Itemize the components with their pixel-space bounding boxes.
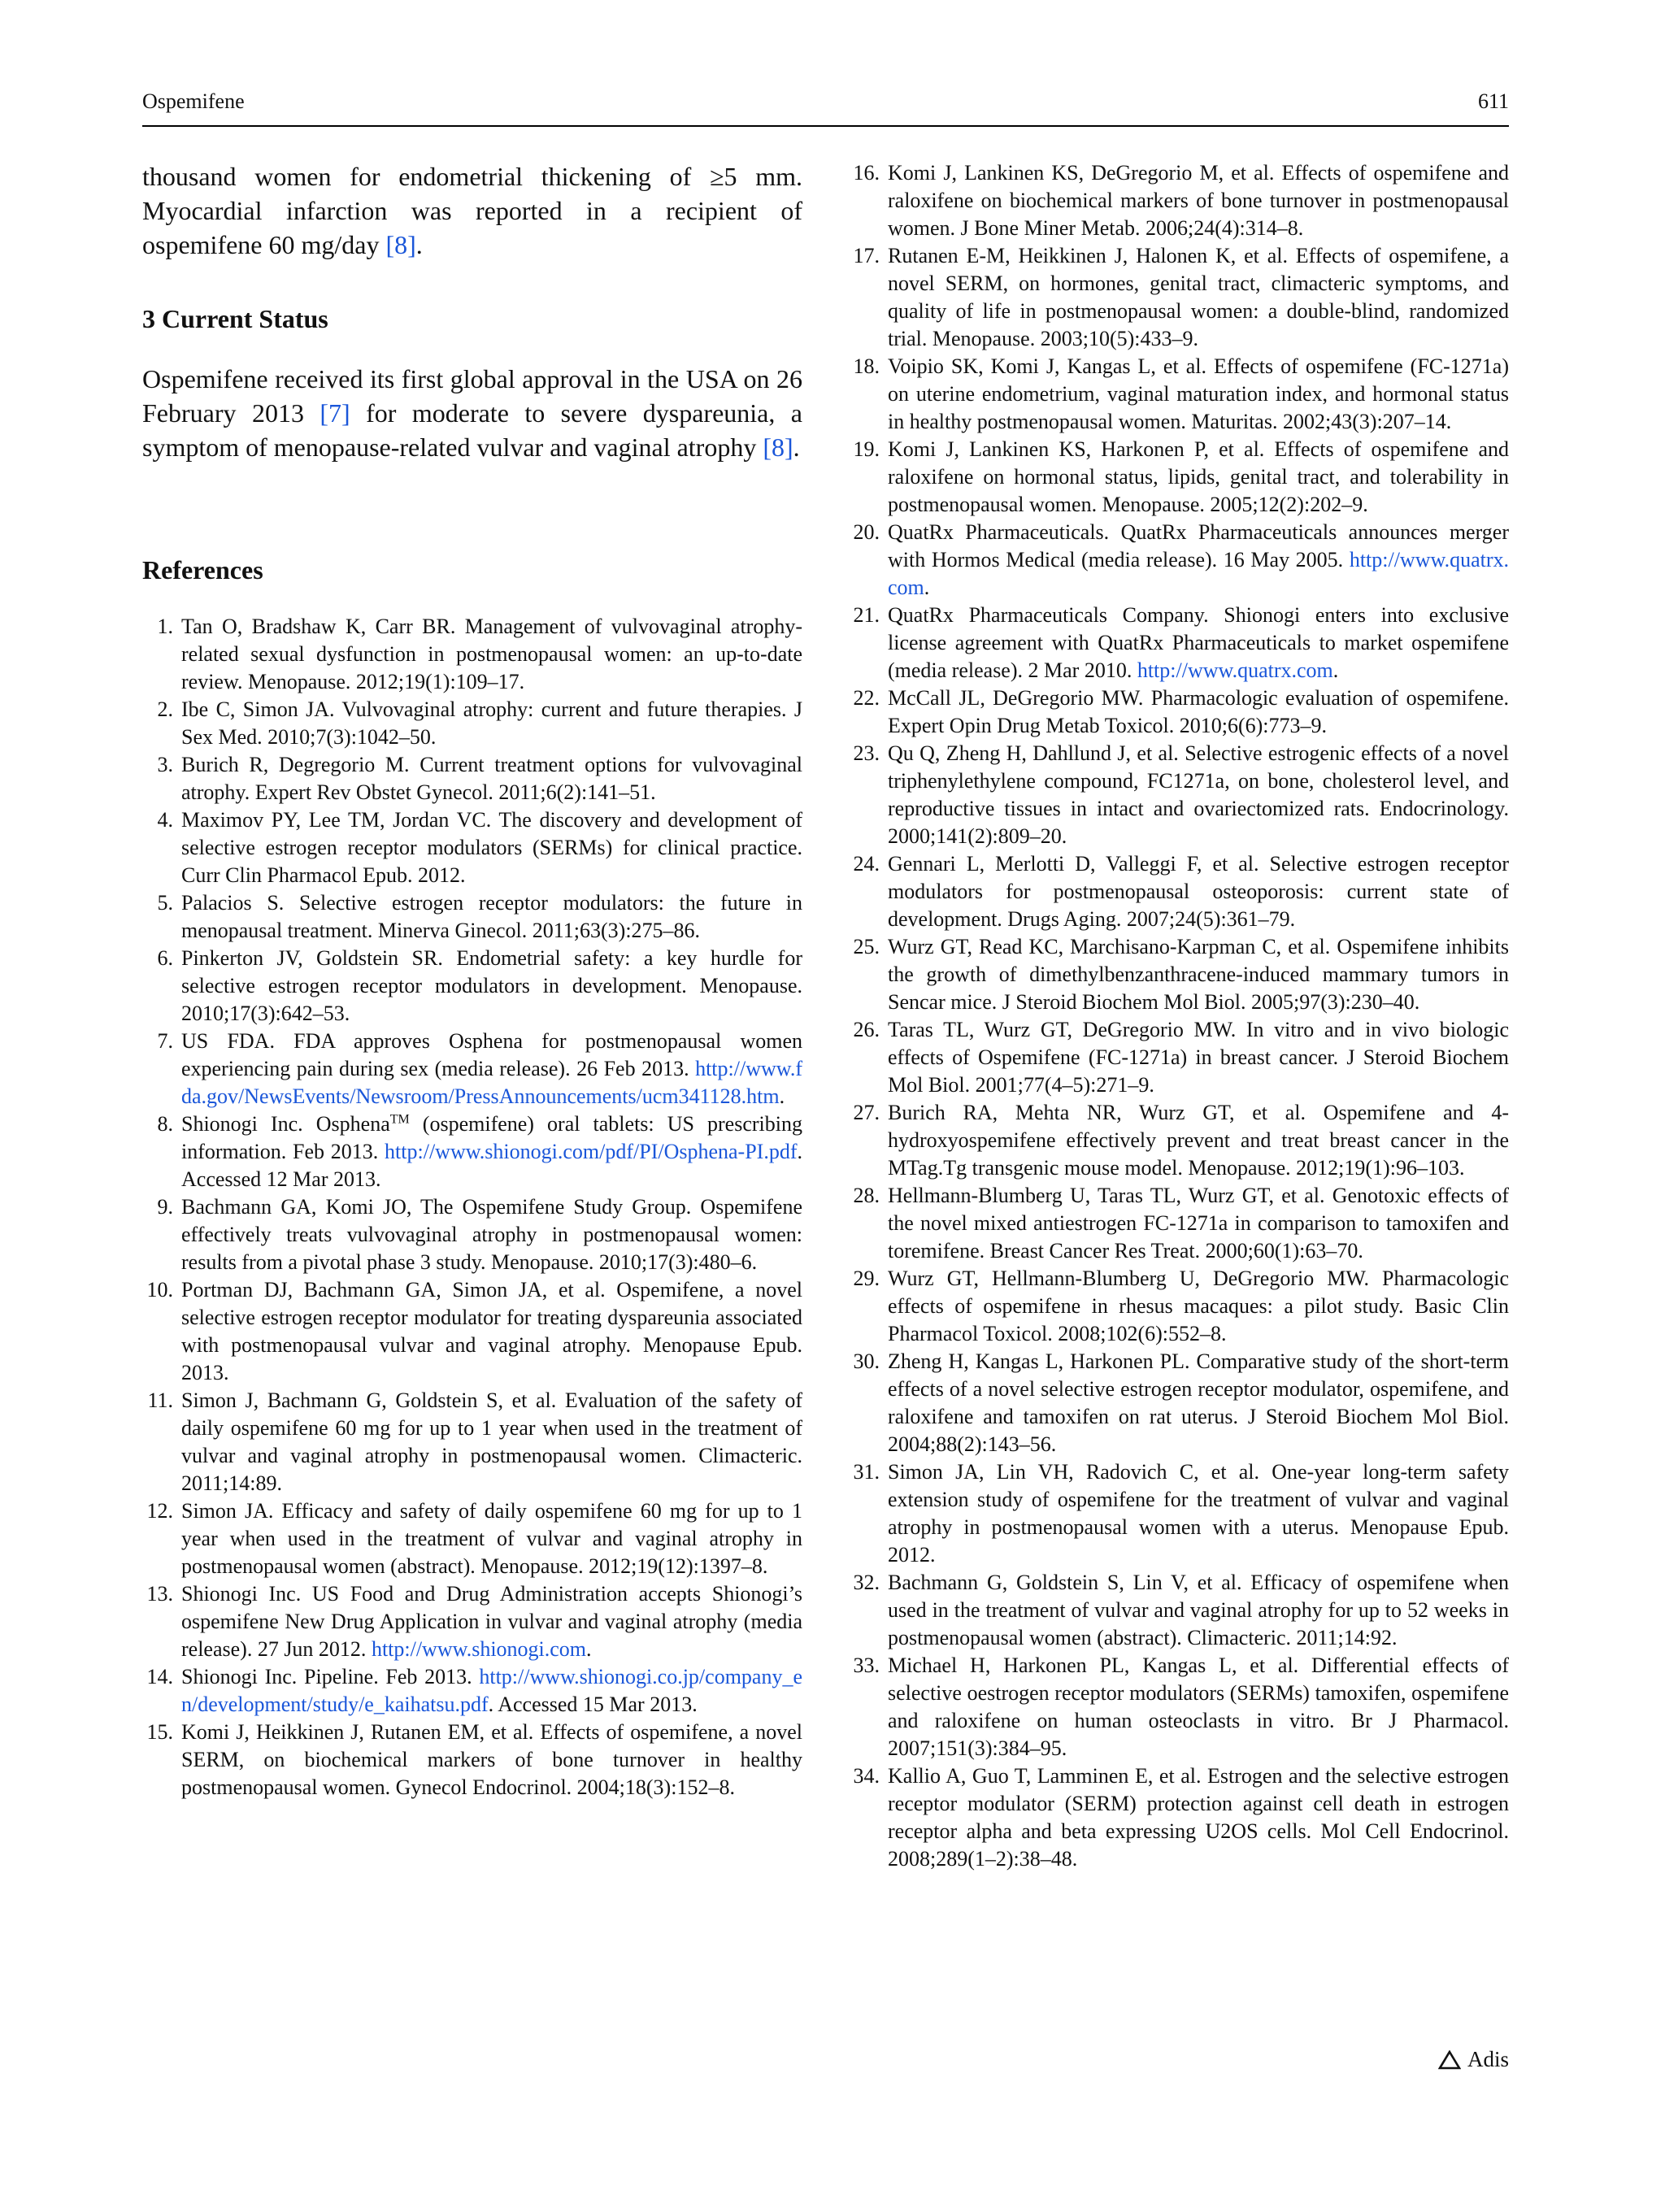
reference-item	[142, 806, 802, 889]
reference-number: 26.	[853, 1018, 880, 1041]
reference-item	[142, 696, 802, 751]
reference-item	[849, 1348, 1509, 1458]
publisher-brand: Adis	[1467, 2047, 1509, 2071]
reference-number: 22.	[853, 686, 880, 710]
reference-text: US FDA. FDA approves Osphena for postmenopausal women experiencing pain during sex (media release). 26 Feb 2013.	[181, 1029, 802, 1080]
reference-item	[142, 889, 802, 945]
reference-item	[142, 945, 802, 1028]
reference-item: 8. Shionogi Inc. Osphena™ (ospemifene) oral tablets: US prescribing information. Feb 2013. http://www.shionogi.com/pdf/PI/Osphena-PI.pdf. Accessed 12 Mar 2013.	[142, 1110, 802, 1193]
reference-text: Michael H, Harkonen PL, Kangas L, et al. Differential effects of selective oestrogen receptor modulators (SERMs) tamoxifen, ospemifene and raloxifene on human osteoclasts in vitro. Br J Pharmacol. 2007;151(3):384–95.	[888, 1654, 1509, 1760]
reference-url-link[interactable]: http://www.shionogi.com/pdf/PI/Osphena-PI.pdf	[385, 1140, 798, 1163]
running-title: Ospemifene	[142, 89, 245, 113]
reference-item: 20. QuatRx Pharmaceuticals. QuatRx Pharmaceuticals announces merger with Hormos Medical (media release). 16 May 2005. http://www.quatrx.com.	[849, 519, 1509, 602]
reference-number: 2.	[157, 697, 173, 721]
reference-number: 10.	[146, 1278, 173, 1302]
right-column	[849, 159, 1509, 1873]
citation-link[interactable]: [8]	[385, 230, 416, 259]
citation-link[interactable]: [8]	[763, 432, 793, 462]
reference-item	[849, 740, 1509, 850]
reference-number: 31.	[853, 1460, 880, 1484]
citation-link[interactable]: [7]	[320, 398, 350, 428]
references-list-right	[849, 159, 1509, 1873]
reference-item	[849, 684, 1509, 740]
reference-item	[849, 1569, 1509, 1652]
reference-item	[849, 242, 1509, 353]
reference-item	[849, 850, 1509, 933]
reference-text: Gennari L, Merlotti D, Valleggi F, et al. Selective estrogen receptor modulators for postmenopausal osteoporosis: current state of development. Drugs Aging. 2007;24(5):361–79.	[888, 852, 1509, 931]
reference-item	[849, 1182, 1509, 1265]
reference-item: 14. Shionogi Inc. Pipeline. Feb 2013. http://www.shionogi.co.jp/company_en/development/study/e_kaihatsu.pdf. Accessed 15 Mar 2013.	[142, 1663, 802, 1719]
reference-text: Zheng H, Kangas L, Harkonen PL. Comparative study of the short-term effects of a novel selective estrogen receptor modulator, ospemifene, and raloxifene and tamoxifen on rat uterus. J Steroid Biochem Mol Biol. 2004;88(2):143–56.	[888, 1349, 1509, 1456]
reference-number: 6.	[157, 946, 173, 970]
reference-url-link[interactable]: http://www.quatrx.com	[888, 548, 1509, 599]
references-list-left	[142, 613, 802, 1801]
reference-text: Burich RA, Mehta NR, Wurz GT, et al. Ospemifene and 4-hydroxyospemifene effectively prevent and treat breast cancer in the MTag.Tg transgenic mouse model. Menopause. 2012;19(1):96–103.	[888, 1101, 1509, 1180]
left-column	[142, 159, 802, 1801]
intro-paragraph: thousand women for endometrial thickening of ≥5 mm. Myocardial infarction was reported in a recipient of ospemifene 60 mg/day [8].	[142, 162, 802, 259]
reference-number: 8.	[157, 1112, 173, 1136]
reference-number: 34.	[853, 1764, 880, 1788]
reference-item: 13. Shionogi Inc. US Food and Drug Administration accepts Shionogi’s ospemifene New Drug Application in vulvar and vaginal atrophy (media release). 27 Jun 2012. http://www.shionogi.com.	[142, 1580, 802, 1663]
reference-item	[142, 1387, 802, 1497]
reference-text: Portman DJ, Bachmann GA, Simon JA, et al. Ospemifene, a novel selective estrogen receptor modulator for treating dyspareunia associated with postmenopausal vulvar and vaginal atrophy. Menopause Epub. 2013.	[181, 1278, 802, 1384]
reference-item	[849, 1652, 1509, 1762]
reference-item	[142, 613, 802, 696]
reference-url-link[interactable]: http://www.shionogi.co.jp/company_en/development/study/e_kaihatsu.pdf	[181, 1665, 802, 1716]
reference-text: Simon J, Bachmann G, Goldstein S, et al. Evaluation of the safety of daily ospemifene 60 mg for up to 1 year when used in the treatment of vulvar and vaginal atrophy in postmenopausal women. Climacteric. 2011;14:89.	[181, 1388, 802, 1495]
reference-text: Bachmann GA, Komi JO, The Ospemifene Study Group. Ospemifene effectively treats vulvovaginal atrophy in postmenopausal women: results from a pivotal phase 3 study. Menopause. 2010;17(3):480–6.	[181, 1195, 802, 1274]
reference-item	[849, 1458, 1509, 1569]
reference-text: Tan O, Bradshaw K, Carr BR. Management of vulvovaginal atrophy-related sexual dysfunction in postmenopausal women: an up-to-date review. Menopause. 2012;19(1):109–17.	[181, 615, 802, 693]
reference-url-link[interactable]: http://www.shionogi.com	[371, 1637, 587, 1661]
reference-number: 28.	[853, 1184, 880, 1207]
reference-item	[849, 1762, 1509, 1873]
reference-number: 17.	[853, 244, 880, 267]
reference-number: 15.	[146, 1720, 173, 1744]
reference-text: (ospemifene) oral tablets: US prescribing information. Feb 2013.	[181, 1112, 802, 1163]
reference-url-link[interactable]: http://www.quatrx.com	[1137, 658, 1333, 682]
reference-number: 14.	[146, 1665, 173, 1688]
reference-text: Maximov PY, Lee TM, Jordan VC. The discovery and development of selective estrogen receptor modulators (SERMs) for clinical practice. Curr Clin Pharmacol Epub. 2012.	[181, 808, 802, 887]
reference-text: McCall JL, DeGregorio MW. Pharmacologic evaluation of ospemifene. Expert Opin Drug Metab Toxicol. 2010;6(6):773–9.	[888, 686, 1509, 737]
reference-number: 21.	[853, 603, 880, 627]
reference-text: Komi J, Lankinen KS, Harkonen P, et al. Effects of ospemifene and raloxifene on hormonal status, lipids, genital tract, and tolerability in postmenopausal women. Menopause. 2005;12(2):202–9.	[888, 437, 1509, 516]
reference-text: Wurz GT, Read KC, Marchisano-Karpman C, et al. Ospemifene inhibits the growth of dimethylbenzanthracene-induced mammary tumors in Sencar mice. J Steroid Biochem Mol Biol. 2005;97(3):230–40.	[888, 935, 1509, 1014]
references-heading: References	[142, 555, 263, 585]
reference-text: Bachmann G, Goldstein S, Lin V, et al. Efficacy of ospemifene when used in the treatment of vulvar and vaginal atrophy for up to 52 weeks in postmenopausal women (abstract). Climacteric. 2011;14:92.	[888, 1571, 1509, 1649]
reference-number: 29.	[853, 1267, 880, 1290]
reference-item	[849, 353, 1509, 436]
reference-item	[849, 933, 1509, 1016]
reference-number: 13.	[146, 1582, 173, 1606]
reference-text: QuatRx Pharmaceuticals. QuatRx Pharmaceuticals announces merger with Hormos Medical (media release). 16 May 2005.	[888, 520, 1509, 571]
section-heading: 3 Current Status	[142, 304, 328, 333]
reference-text: Komi J, Lankinen KS, DeGregorio M, et al. Effects of ospemifene and raloxifene on biochemical markers of bone turnover in postmenopausal women. J Bone Miner Metab. 2006;24(4):314–8.	[888, 161, 1509, 240]
reference-number: 16.	[853, 161, 880, 185]
reference-text: Voipio SK, Komi J, Kangas L, et al. Effects of ospemifene (FC-1271a) on uterine endometrium, vaginal maturation index, and hormonal status in healthy postmenopausal women. Maturitas. 2002;43(3):207–14.	[888, 354, 1509, 433]
reference-number: 3.	[157, 753, 173, 776]
reference-number: 11.	[147, 1388, 173, 1412]
adis-triangle-icon	[1438, 2050, 1461, 2070]
running-header	[142, 86, 1509, 127]
publisher-footer	[1438, 2047, 1509, 2072]
reference-item	[142, 751, 802, 806]
reference-number: 18.	[853, 354, 880, 378]
reference-text: Wurz GT, Hellmann-Blumberg U, DeGregorio MW. Pharmacologic effects of ospemifene in rhesus macaques: a pilot study. Basic Clin Pharmacol Toxicol. 2008;102(6):552–8.	[888, 1267, 1509, 1345]
reference-item	[849, 1016, 1509, 1099]
reference-text: Taras TL, Wurz GT, DeGregorio MW. In vitro and in vivo biologic effects of Ospemifene (FC-1271a) in breast cancer. J Steroid Biochem Mol Biol. 2001;77(4–5):271–9.	[888, 1018, 1509, 1097]
reference-item	[849, 436, 1509, 519]
reference-number: 23.	[853, 741, 880, 765]
reference-text: Shionogi Inc. US Food and Drug Administration accepts Shionogi’s ospemifene New Drug Application in vulvar and vaginal atrophy (media release). 27 Jun 2012.	[181, 1582, 802, 1661]
reference-number: 9.	[157, 1195, 173, 1219]
reference-number: 7.	[157, 1029, 173, 1053]
reference-number: 4.	[157, 808, 173, 832]
reference-text: Kallio A, Guo T, Lamminen E, et al. Estrogen and the selective estrogen receptor modulator (SERM) protection against cell death in estrogen receptor alpha and beta expressing U2OS cells. Mol Cell Endocrinol. 2008;289(1–2):38–48.	[888, 1764, 1509, 1871]
reference-text: Rutanen E-M, Heikkinen J, Halonen K, et al. Effects of ospemifene, a novel SERM, on hormones, genital tract, climacteric symptoms, and quality of life in postmenopausal women: a double-blind, randomized trial. Menopause. 2003;10(5):433–9.	[888, 244, 1509, 350]
reference-text: Palacios S. Selective estrogen receptor modulators: the future in menopausal treatment. Minerva Ginecol. 2011;63(3):275–86.	[181, 891, 802, 942]
reference-item	[142, 1497, 802, 1580]
reference-number: 33.	[853, 1654, 880, 1677]
reference-item	[142, 1276, 802, 1387]
reference-number: 27.	[853, 1101, 880, 1124]
reference-text: Burich R, Degregorio M. Current treatment options for vulvovaginal atrophy. Expert Rev Obstet Gynecol. 2011;6(2):141–51.	[181, 753, 802, 804]
reference-number: 1.	[157, 615, 173, 638]
reference-text: Shionogi Inc. Pipeline. Feb 2013.	[181, 1665, 480, 1688]
reference-text: QuatRx Pharmaceuticals Company. Shionogi enters into exclusive license agreement with QuatRx Pharmaceuticals to market ospemifene (media release). 2 Mar 2010.	[888, 603, 1509, 682]
reference-number: 12.	[146, 1499, 173, 1523]
reference-number: 32.	[853, 1571, 880, 1594]
reference-text: Simon JA, Lin VH, Radovich C, et al. One-year long-term safety extension study of ospemifene for the treatment of vulvar and vaginal atrophy in postmenopausal women with a uterus. Menopause Epub. 2012.	[888, 1460, 1509, 1567]
reference-text: Simon JA. Efficacy and safety of daily ospemifene 60 mg for up to 1 year when used in the treatment of vulvar and vaginal atrophy in postmenopausal women (abstract). Menopause. 2012;19(12):1397–8.	[181, 1499, 802, 1578]
reference-number: 20.	[853, 520, 880, 544]
reference-text: Pinkerton JV, Goldstein SR. Endometrial safety: a key hurdle for selective estrogen receptor modulators in development. Menopause. 2010;17(3):642–53.	[181, 946, 802, 1025]
reference-number: 24.	[853, 852, 880, 876]
reference-number: 5.	[157, 891, 173, 915]
reference-item	[849, 1265, 1509, 1348]
reference-item	[142, 1193, 802, 1276]
reference-item: 7. US FDA. FDA approves Osphena for postmenopausal women experiencing pain during sex (media release). 26 Feb 2013. http://www.fda.gov/NewsEvents/Newsroom/PressAnnouncements/ucm341128.htm.	[142, 1028, 802, 1110]
current-status-paragraph: Ospemifene received its first global approval in the USA on 26 February 2013 [7] for moderate to severe dyspareunia, a symptom of menopause-related vulvar and vaginal atrophy [8].	[142, 364, 803, 462]
reference-text: Komi J, Heikkinen J, Rutanen EM, et al. Effects of ospemifene, a novel SERM, on biochemical markers of bone turnover in healthy postmenopausal women. Gynecol Endocrinol. 2004;18(3):152–8.	[181, 1720, 802, 1799]
reference-item: 21. QuatRx Pharmaceuticals Company. Shionogi enters into exclusive license agreement with QuatRx Pharmaceuticals to market ospemifene (media release). 2 Mar 2010. http://www.quatrx.com.	[849, 602, 1509, 684]
page-number: 611	[1477, 89, 1509, 113]
reference-text: Ibe C, Simon JA. Vulvovaginal atrophy: current and future therapies. J Sex Med. 2010;7(3):1042–50.	[181, 697, 802, 749]
reference-text: Qu Q, Zheng H, Dahllund J, et al. Selective estrogenic effects of a novel triphenylethylene compound, FC1271a, on bone, cholesterol level, and reproductive tissues in intact and ovariectomized rats. Endocrinology. 2000;141(2):809–20.	[888, 741, 1509, 848]
reference-number: 19.	[853, 437, 880, 461]
reference-number: 25.	[853, 935, 880, 958]
reference-url-link[interactable]: http://www.fda.gov/NewsEvents/Newsroom/PressAnnouncements/ucm341128.htm	[181, 1057, 802, 1108]
reference-number: 30.	[853, 1349, 880, 1373]
reference-item	[142, 1719, 802, 1801]
reference-item	[849, 1099, 1509, 1182]
reference-text: Hellmann-Blumberg U, Taras TL, Wurz GT, et al. Genotoxic effects of the novel mixed antiestrogen FC-1271a in comparison to tamoxifen and toremifene. Breast Cancer Res Treat. 2000;60(1):63–70.	[888, 1184, 1509, 1262]
reference-item	[849, 159, 1509, 242]
